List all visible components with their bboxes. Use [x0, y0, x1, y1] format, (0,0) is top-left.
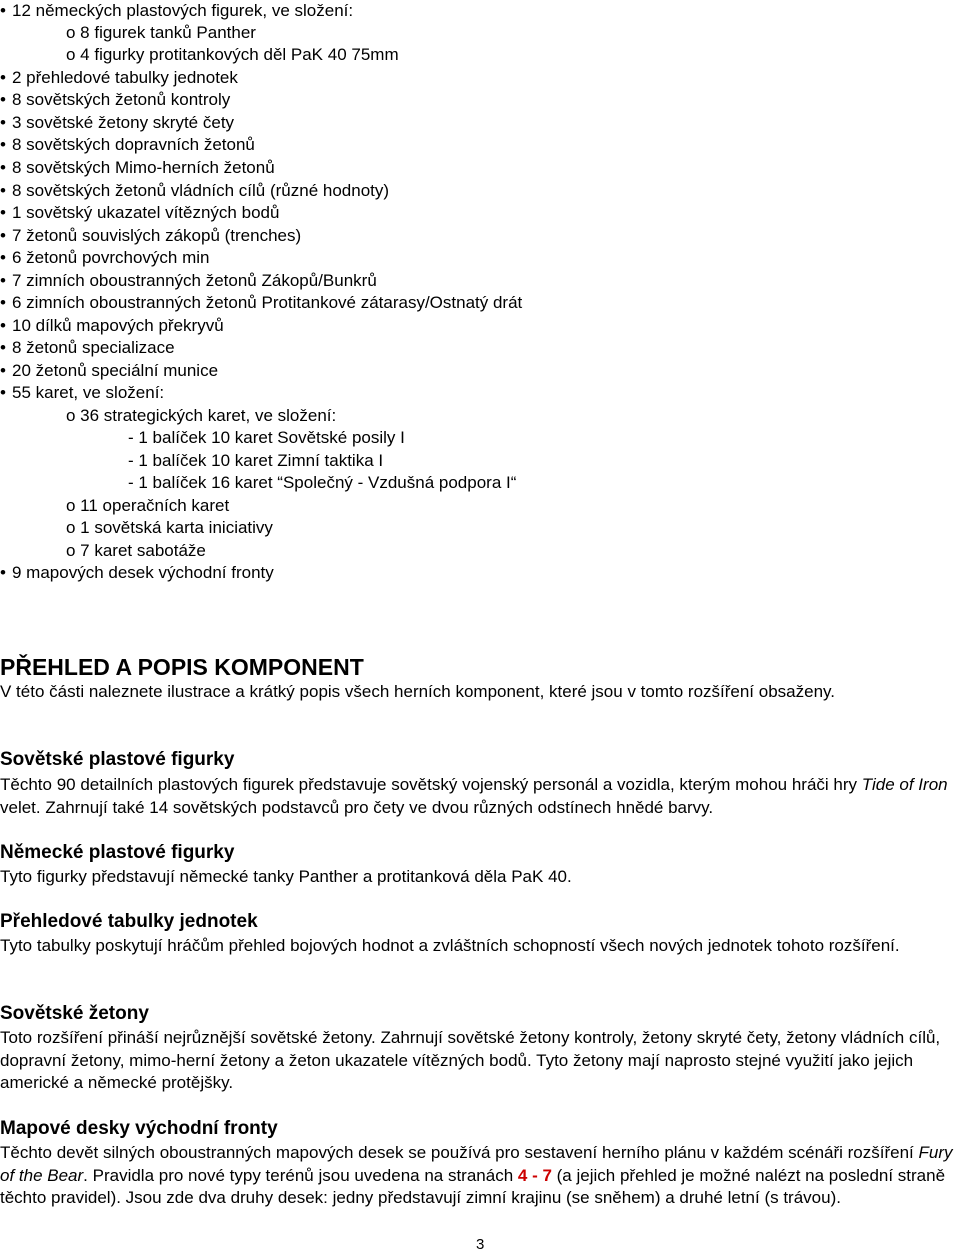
page-number: 3	[476, 1236, 485, 1253]
intro-paragraph: V této části naleznete ilustrace a krátký popis všech herních komponent, které jsou v tomto rozšíření obsaženy.	[0, 682, 835, 701]
paragraph-unit-tables: Tyto tabulky poskytují hráčům přehled bojových hodnot a zvláštních schopností všech nových jednotek tohoto rozšíření.	[0, 936, 900, 955]
heading-unit-tables: Přehledové tabulky jednotek	[0, 911, 258, 932]
paragraph-soviet-figures: Těchto 90 detailních plastových figurek představuje sovětský vojenský personál a vozidla, kterým mohou hráči hry Tide of Iron velet. Zahrnují také 14 sovětských podstavců pro čety ve dvou různých odstínech hnědé barvy.	[0, 775, 948, 817]
paragraph-german-figures: Tyto figurky představují německé tanky Panther a protitanková děla PaK 40.	[0, 867, 572, 886]
page-reference: 4 - 7	[517, 1165, 552, 1185]
paragraph-map-boards: Těchto devět silných oboustranných mapových desek se používá pro sestavení herního plánu v každém scénáři rozšíření Fury of the Bear. Pravidla pro nové typy terénů jsou uvedena na stranách 4 - 7 (a jejich přehled je možné nalézt na poslední straně těchto pravidel). Jsou zde dva druhy desek: jedny představují zimní krajinu (se sněhem) a druhé letní (s trávou).	[0, 1143, 953, 1208]
heading-soviet-tokens: Sovětské žetony	[0, 1003, 149, 1024]
heading-soviet-figures: Sovětské plastové figurky	[0, 749, 235, 770]
section-title: PŘEHLED A POPIS KOMPONENT	[0, 654, 364, 680]
heading-german-figures: Německé plastové figurky	[0, 842, 235, 863]
paragraph-soviet-tokens: Toto rozšíření přináší nejrůznější sovětské žetony. Zahrnují sovětské žetony kontroly, žetony skryté čety, žetony vládních cílů, dopravní žetony, mimo-herní žetony a žeton ukazatele vítězných bodů. Tyto žetony mají naprosto stejné využití jako jejich americké a německé protějšky.	[0, 1028, 941, 1093]
heading-map-boards: Mapové desky východní fronty	[0, 1118, 278, 1139]
